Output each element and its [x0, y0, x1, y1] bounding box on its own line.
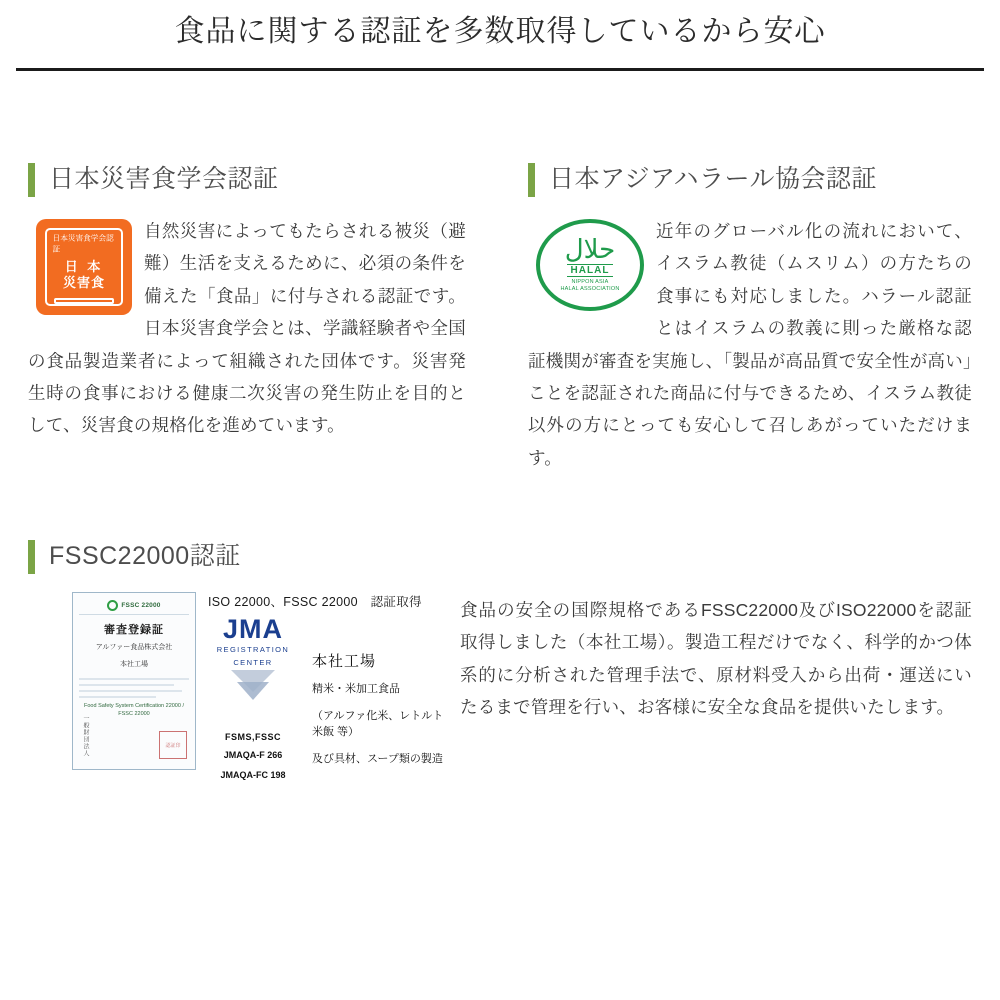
jma-reg-line2: CENTER — [233, 657, 273, 667]
halal-word-text: HALAL — [567, 264, 614, 277]
jma-certificate-block — [196, 592, 448, 781]
saigai-logo-line2: 災害食 — [62, 275, 105, 291]
section-title: 日本アジアハラール協会認証 — [549, 165, 878, 193]
saigai-logo-top-text: 日本災害食学会認証 — [52, 233, 114, 254]
jma-mark-text: JMA — [222, 614, 283, 644]
section-title: 日本災害食学会認証 — [49, 165, 279, 193]
section-body-halal: 近年のグローバル化の流れにおいて、イスラム教徒（ムスリム）の方たちの食事にも対応しました。ハラール認証とはイスラムの教義に則った厳格な認証機関が審査を実施し、「製品が高品質で安全性が高い」ことを認証された商品に付与できるため、イスラム教徒以外の方にとっても安心して召しあがっていただけます。 — [528, 221, 972, 468]
halal-logo — [536, 219, 644, 311]
section-heading-fssc — [28, 540, 972, 574]
fssc-body-row — [28, 592, 972, 782]
saigai-logo-inner — [45, 228, 123, 306]
certificate-document — [72, 592, 196, 770]
certificate-graphic — [72, 592, 448, 782]
jma-code-2: JMAQA-FC 198 — [220, 769, 286, 780]
green-accent-bar — [28, 163, 35, 197]
iso-fssc-label: ISO 22000、FSSC 22000 認証取得 — [208, 595, 422, 609]
section-halal — [500, 163, 972, 474]
green-accent-bar — [528, 163, 535, 197]
halal-logo-ellipse — [536, 219, 644, 311]
jma-scope-block — [298, 616, 448, 767]
jma-logo — [208, 616, 298, 781]
jma-chevron-icon — [208, 670, 298, 712]
page-header — [0, 0, 1000, 60]
fssc-certificate-image — [28, 592, 448, 782]
section-saigai — [28, 163, 500, 474]
jma-plant-label: 本社工場 — [311, 653, 376, 670]
page-content — [0, 163, 1000, 782]
saigai-logo-line1: 日 本 — [64, 259, 104, 274]
fssc-description — [448, 592, 972, 782]
jma-fsms-text: FSMS,FSSC — [224, 732, 281, 742]
saigai-shoku-logo — [36, 219, 132, 315]
header-divider — [16, 68, 984, 71]
certificate-company-line1: アルファー食品株式会社 — [95, 644, 173, 651]
fssc-logo-text: FSSC 22000 — [121, 602, 161, 609]
fssc-circle-icon — [107, 600, 118, 611]
halal-sub-line2: HALAL ASSOCIATION — [560, 286, 620, 292]
jma-row — [208, 616, 448, 781]
section-title: FSSC22000認証 — [49, 542, 241, 570]
certificate-stamp: 認証印 — [159, 731, 187, 759]
section-body-saigai: 自然災害によってもたらされる被災（避難）生活を支えるために、必須の条件を備えた「食品」に付与される認証です。日本災害食学会とは、学識経験者や全国の食品製造業者によって組織された団体です。災害発生時の食事における健康二次災害の発生防止を目的として、災害食の規格化を進めています。 — [28, 221, 466, 436]
certificate-footer-note: Food Safety System Certification 22000 / FSSC 22000 — [84, 703, 184, 718]
certificate-company-line2: 本社工場 — [120, 660, 148, 668]
section-heading-halal — [528, 163, 972, 197]
green-accent-bar — [28, 540, 35, 574]
certifications-row — [28, 163, 972, 474]
jma-reg-line1: REGISTRATION — [216, 645, 290, 654]
certificate-seal-text: 一般財団法人 — [82, 715, 88, 757]
saigai-logo-underbar — [54, 298, 114, 305]
jma-scope-line2: （アルファ化米、レトルト米飯 等） — [311, 709, 444, 738]
section-heading-saigai — [28, 163, 466, 197]
jma-scope-line1: 精米・米加工食品 — [311, 683, 400, 695]
jma-scope-line3: 及び具材、スープ類の製造 — [311, 752, 443, 765]
saigai-logo-badge — [36, 219, 132, 315]
certificate-doc-title: 審査登録証 — [104, 624, 164, 636]
certificate-placeholder-lines — [79, 678, 189, 698]
section-body-fssc: 食品の安全の国際規格であるFSSC22000及びISO22000を認証取得しました（本社工場）。製造工程だけでなく、科学的かつ体系的に分析された管理手法で、原材料受入から出荷・運送にいたるまで管理を行い、お客様に安全な食品を提供いたします。 — [460, 600, 972, 718]
jma-code-1: JMAQA-F 266 — [223, 750, 283, 760]
page-title: 食品に関する認証を多数取得しているから安心 — [174, 15, 826, 48]
halal-logo-badge — [536, 219, 644, 311]
section-fssc — [28, 540, 972, 782]
halal-arabic-text: حلال — [564, 234, 616, 265]
certificate-doc-header — [79, 600, 189, 615]
halal-sub-line1: NIPPON ASIA — [571, 278, 609, 285]
